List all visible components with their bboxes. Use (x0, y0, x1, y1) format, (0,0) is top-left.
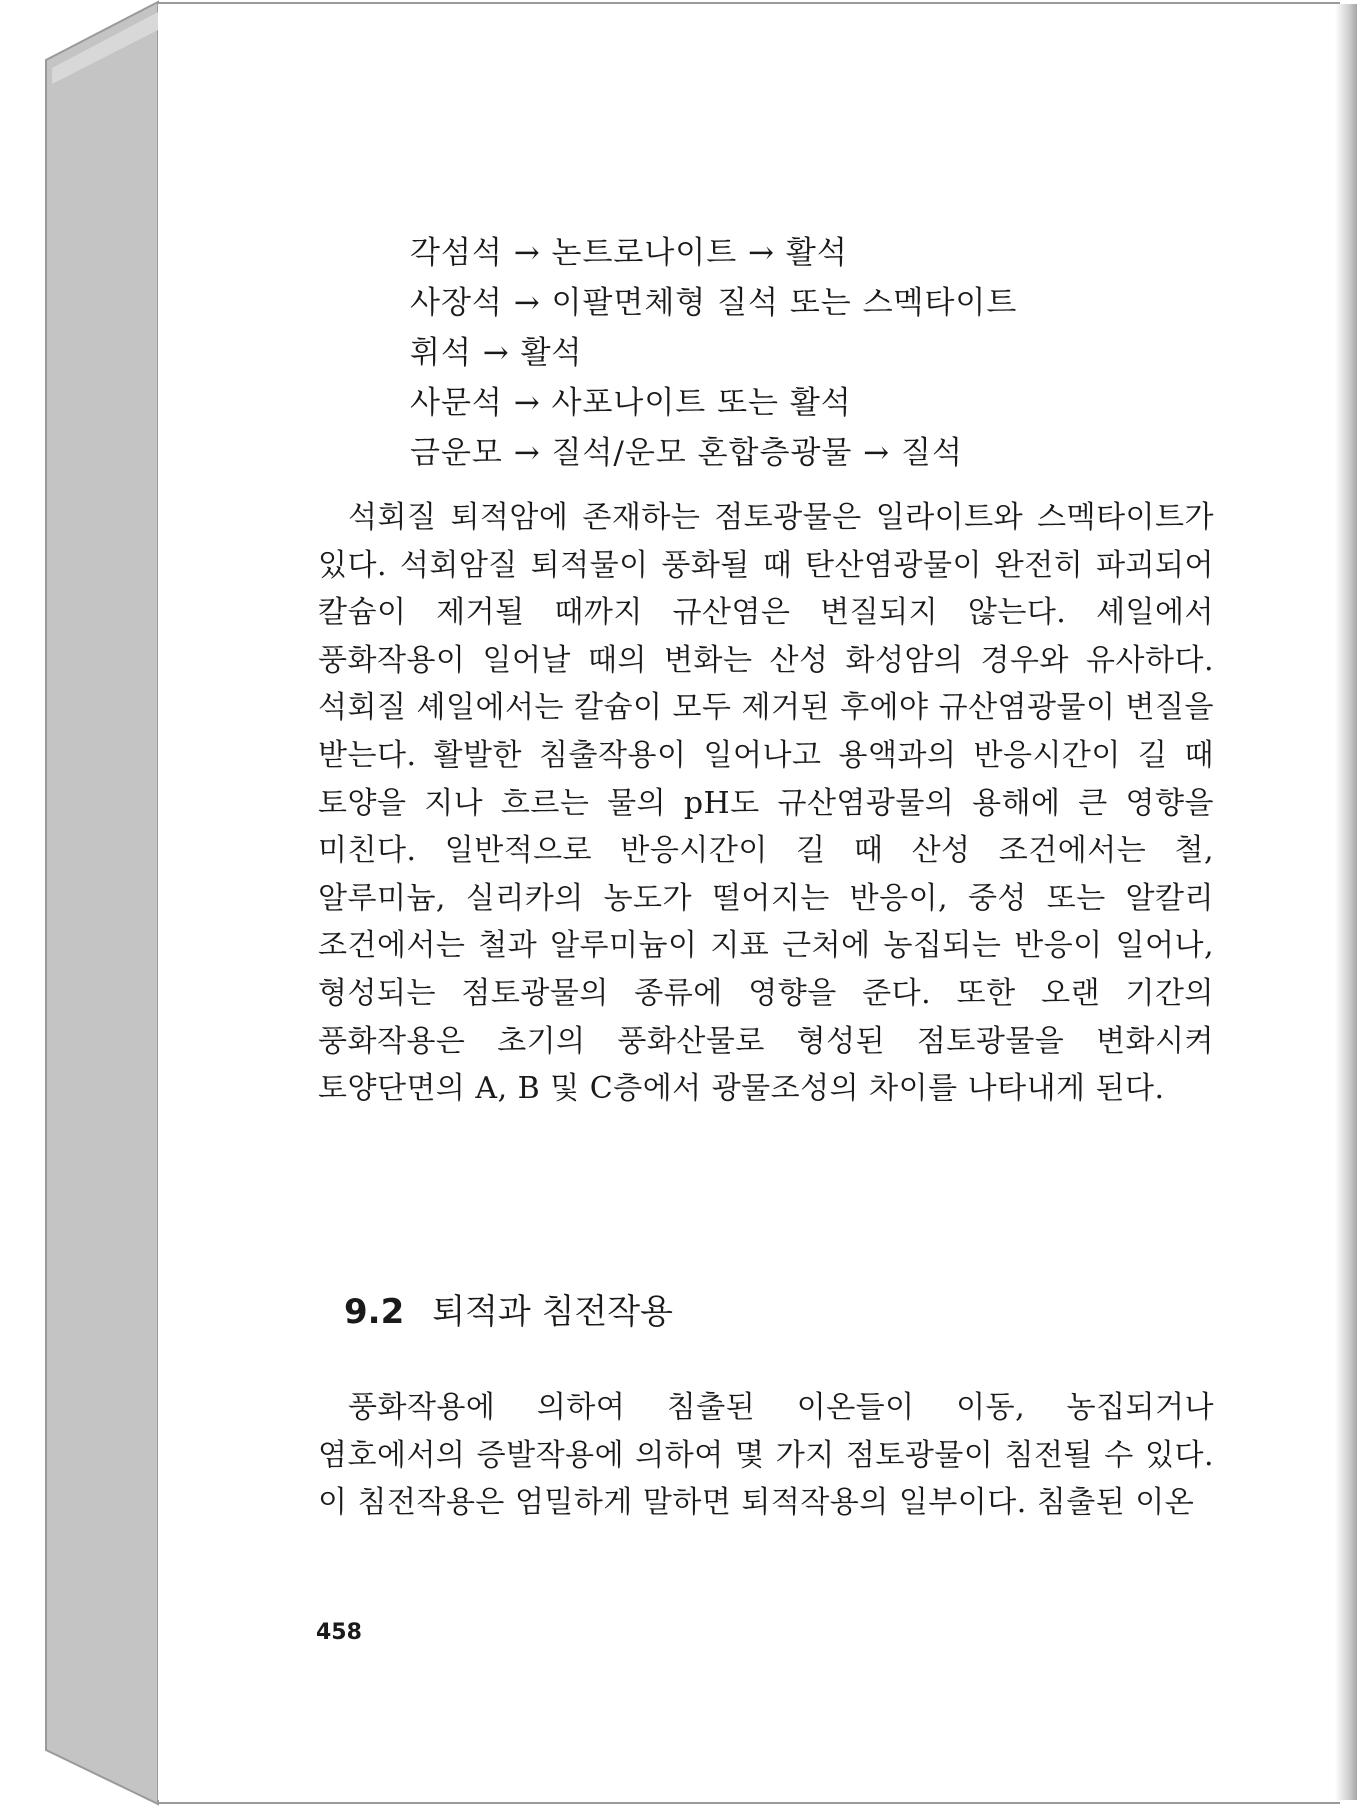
page-number: 458 (316, 1620, 362, 1645)
section-number: 9.2 (344, 1292, 405, 1332)
body-paragraph-precipitation: 풍화작용에 의하여 침출된 이온들이 이동, 농집되거나 염호에서의 증발작용에 의하여 몇 가지 점토광물이 침전될 수 있다. 이 침전작용은 엄밀하게 말하면 퇴적작용의 일부이다. 침출된 이온 (318, 1390, 1214, 1521)
book-spine-face (46, 2, 158, 1804)
mineral-reaction-list (410, 228, 1017, 478)
section-title: 퇴적과 침전작용 (432, 1292, 673, 1332)
page-edge-shadow (1335, 4, 1357, 1800)
reaction-line: 사장석 → 이팔면체형 질석 또는 스멕타이트 (410, 285, 1018, 321)
body-paragraph-calcareous: 석회질 퇴적암에 존재하는 점토광물은 일라이트와 스멕타이트가 있다. 석회암질 퇴적물이 풍화될 때 탄산염광물이 완전히 파괴되어 칼슘이 제거될 때까지 규산염은 변질되지 않는다. 셰일에서 풍화작용이 일어날 때의 변화는 산성 화성암의 경우와 유사하다. 석회질 셰일에서는 칼슘이 모두 제거된 후에야 규산염광물이 변질을 받는다. 활발한 침출작용이 일어나고 용액과의 반응시간이 길 때 토양을 지나 흐르는 물의 pH도 규산염광물의 용해에 큰 영향을 미친다. 일반적으로 반응시간이 길 때 산성 조건에서는 철, 알루미늄, 실리카의 농도가 떨어지는 반응이, 중성 또는 알칼리 조건에서는 철과 알루미늄이 지표 근처에 농집되는 반응이 일어나, 형성되는 점토광물의 종류에 영향을 준다. 또한 오랜 기간의 풍화작용은 초기의 풍화산물로 형성된 점토광물을 변화시켜 토양단면의 A, B 및 C층에서 광물조성의 차이를 나타내게 된다. (318, 500, 1214, 1107)
reaction-line: 금운모 → 질석/운모 혼합층광물 → 질석 (410, 435, 963, 471)
reaction-line: 각섬석 → 논트로나이트 → 활석 (410, 235, 848, 271)
reaction-line: 사문석 → 사포나이트 또는 활석 (410, 385, 852, 421)
section-heading (344, 1290, 673, 1334)
reaction-line: 휘석 → 활석 (410, 335, 583, 371)
